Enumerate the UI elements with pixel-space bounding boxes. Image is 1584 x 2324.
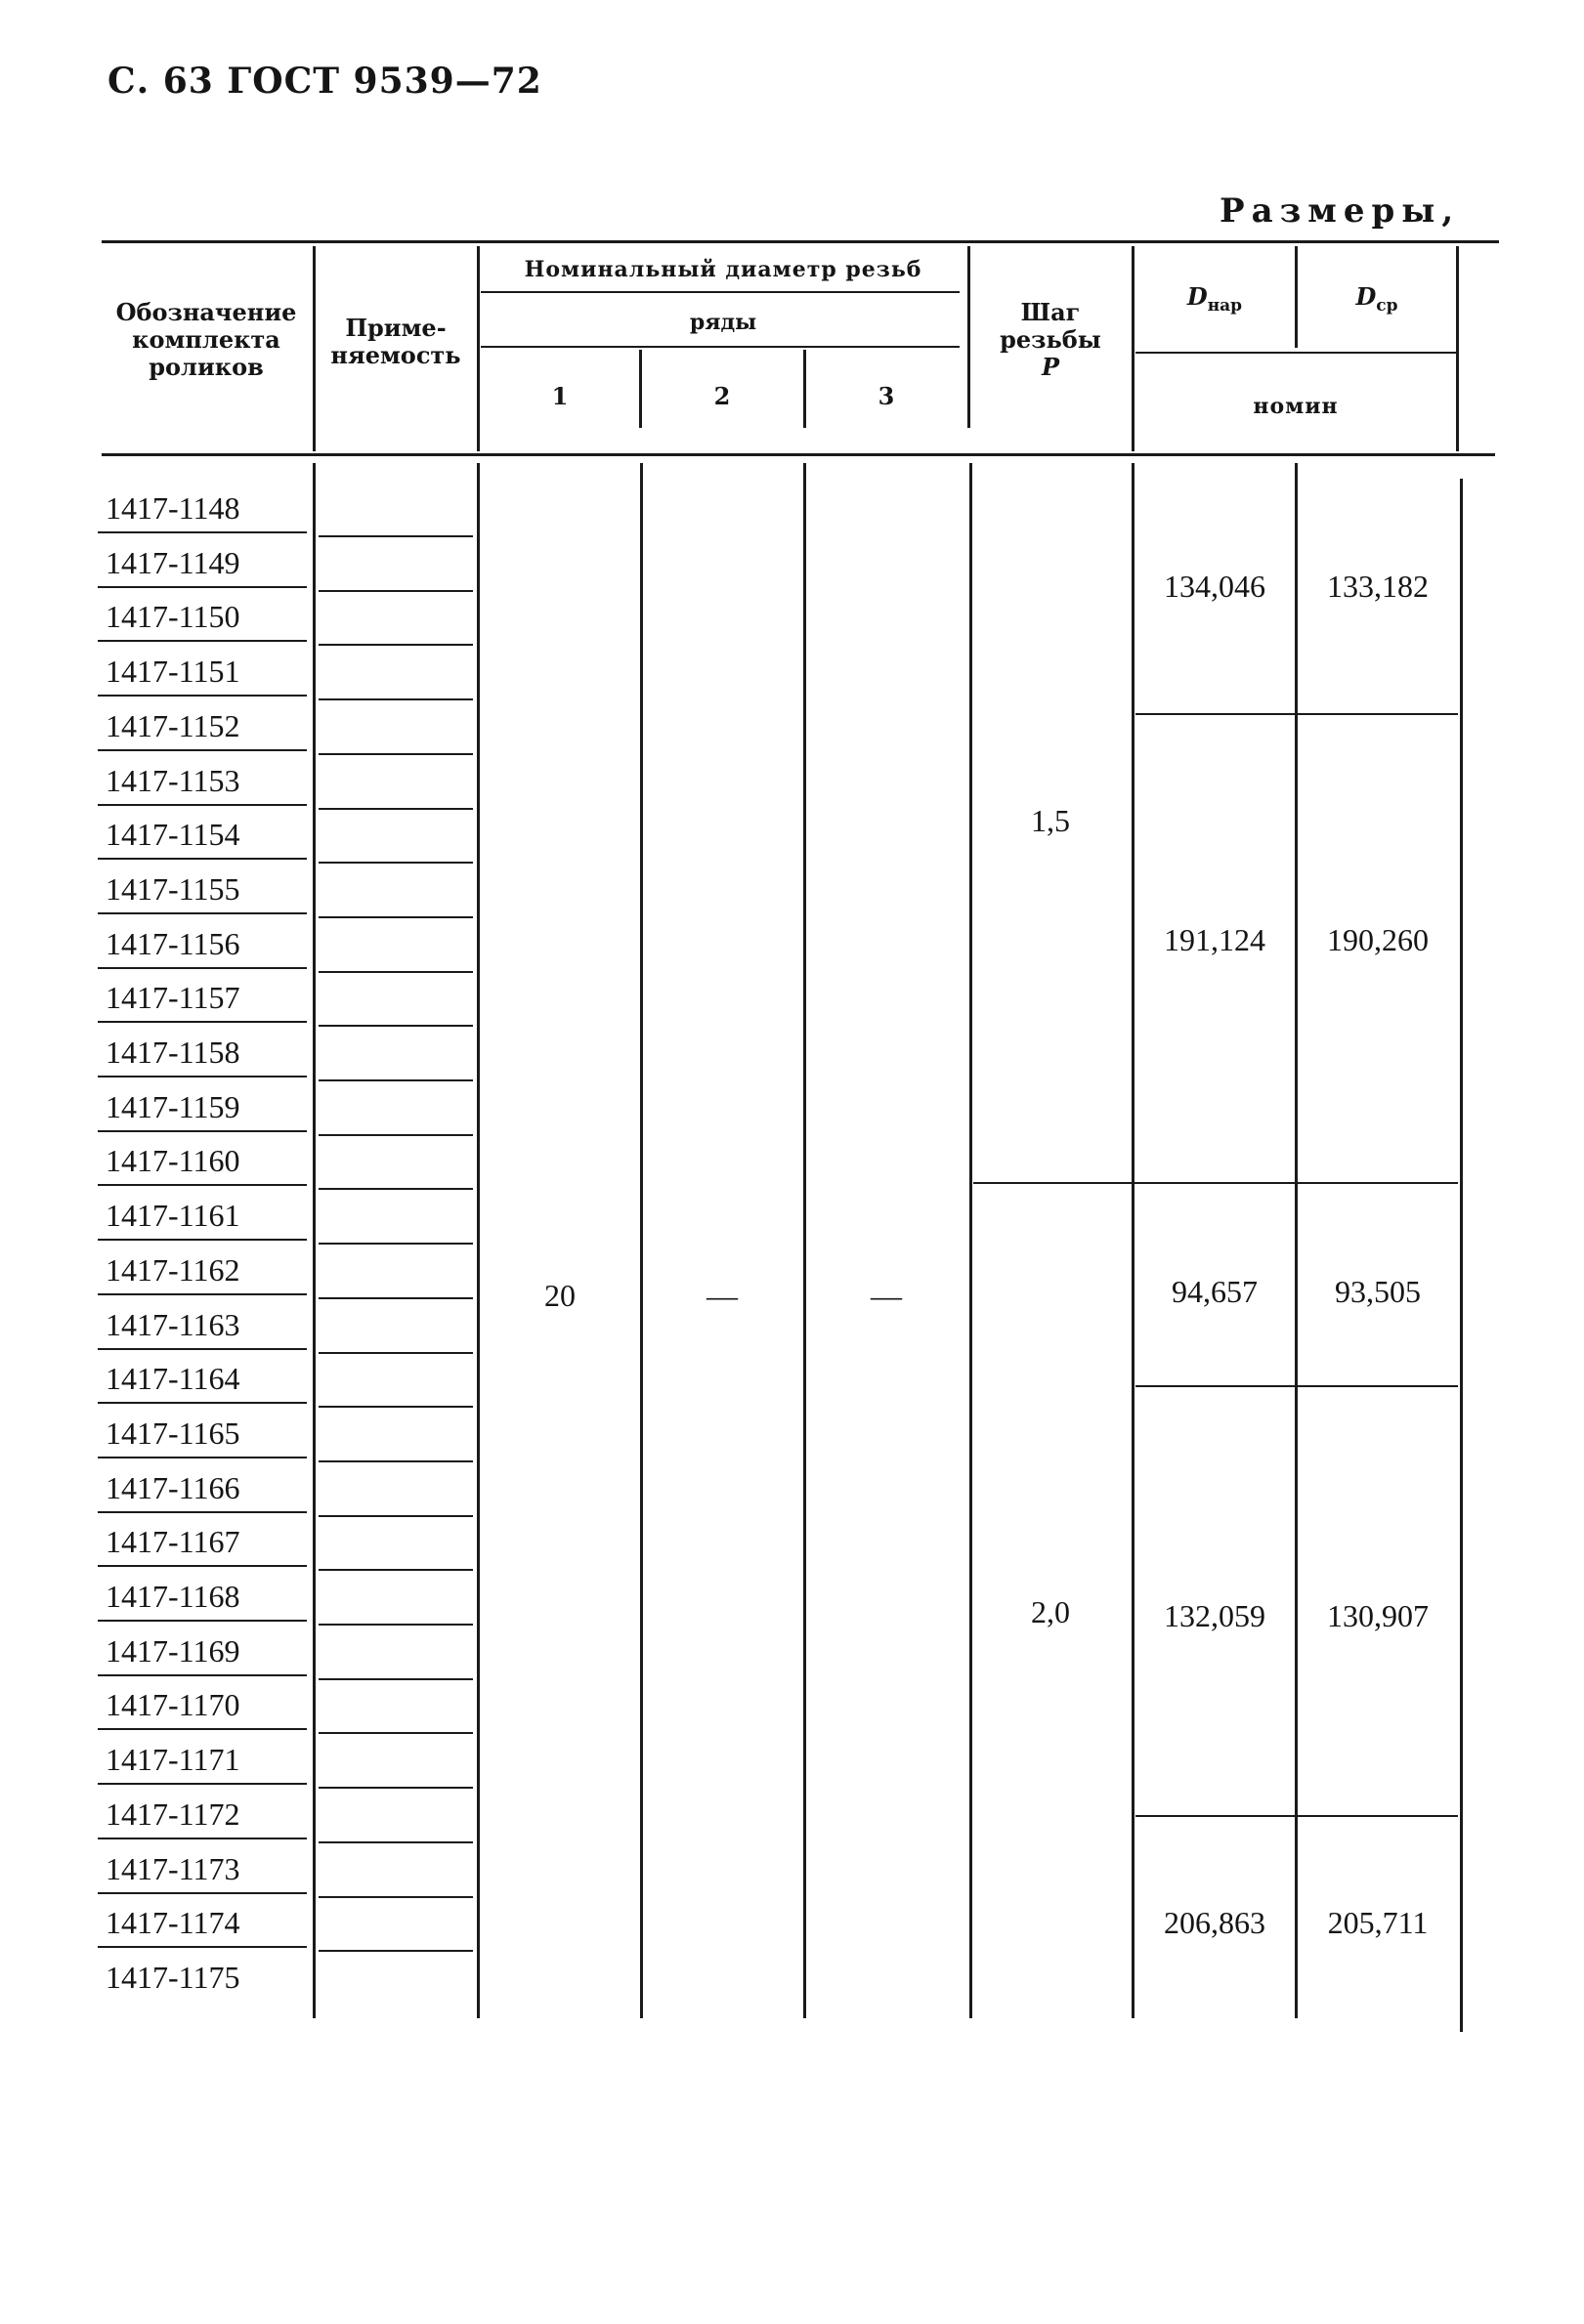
row-underline xyxy=(98,1402,307,1404)
body-vline-4 xyxy=(803,463,806,2018)
d-group-sep-1 xyxy=(1135,713,1458,715)
roller-set-designation: 1417-1148 xyxy=(106,490,240,526)
header-nominal: номин xyxy=(1253,394,1339,419)
applicability-cell-rule xyxy=(319,971,473,973)
row-underline xyxy=(98,586,307,588)
roller-set-designation: 1417-1159 xyxy=(106,1088,240,1124)
applicability-cell-rule xyxy=(319,916,473,918)
body-vline-3 xyxy=(640,463,643,2018)
applicability-cell-rule xyxy=(319,698,473,700)
header-d-outer-main: D xyxy=(1186,282,1208,311)
body-vline-1 xyxy=(313,463,316,2018)
header-nominal-diameter: Номинальный диаметр резьб xyxy=(524,257,922,282)
header-applicability xyxy=(315,315,477,369)
roller-set-designation: 1417-1173 xyxy=(106,1850,240,1886)
header-d-mean xyxy=(1297,283,1457,319)
header-d-outer xyxy=(1134,283,1296,319)
hdr-vline-6 xyxy=(1132,246,1134,451)
applicability-cell-rule xyxy=(319,1515,473,1517)
units-label: Размеры, xyxy=(1220,191,1461,231)
body-vline-7 xyxy=(1295,463,1298,2018)
row-underline xyxy=(98,1239,307,1241)
roller-set-designation: 1417-1151 xyxy=(106,654,240,690)
header-pitch-symbol: P xyxy=(1041,353,1060,381)
d-outer-group-2: 191,124 xyxy=(1164,922,1265,957)
rule-under-rows xyxy=(481,346,960,348)
header-applicability-line-1: Приме- xyxy=(345,314,447,342)
roller-set-designation: 1417-1169 xyxy=(106,1632,240,1669)
roller-set-designation: 1417-1156 xyxy=(106,925,240,961)
row-underline xyxy=(98,1130,307,1132)
row-underline xyxy=(98,1348,307,1350)
header-rows: ряды xyxy=(689,310,757,335)
d-group-sep-4 xyxy=(1135,1815,1458,1817)
applicability-cell-rule xyxy=(319,753,473,755)
d-mean-group-5: 205,711 xyxy=(1327,1905,1429,1940)
d-outer-group-1: 134,046 xyxy=(1164,569,1265,604)
row-underline xyxy=(98,749,307,751)
hdr-vline-8 xyxy=(1456,246,1459,451)
header-d-mean-sub: ср xyxy=(1376,295,1398,316)
applicability-cell-rule xyxy=(319,1624,473,1626)
applicability-cell-rule xyxy=(319,1896,473,1898)
applicability-cell-rule xyxy=(319,1406,473,1408)
pitch-group-2: 2,0 xyxy=(1031,1594,1070,1629)
roller-set-designation: 1417-1162 xyxy=(106,1251,240,1288)
roller-set-designation: 1417-1175 xyxy=(106,1960,240,1995)
row-underline xyxy=(98,1076,307,1077)
applicability-cell-rule xyxy=(319,1079,473,1081)
d-group-sep-3 xyxy=(1135,1385,1458,1387)
header-d-mean-main: D xyxy=(1355,282,1377,311)
d-mean-group-2: 190,260 xyxy=(1327,922,1429,957)
applicability-cell-rule xyxy=(319,1678,473,1680)
roller-set-designation: 1417-1152 xyxy=(106,707,240,743)
row1-diameter: 20 xyxy=(544,1278,576,1313)
roller-set-designation: 1417-1165 xyxy=(106,1415,240,1451)
roller-set-designation: 1417-1149 xyxy=(106,544,240,580)
rule-under-d-headers xyxy=(1135,352,1456,354)
header-pitch xyxy=(969,299,1132,381)
applicability-cell-rule xyxy=(319,1243,473,1245)
roller-set-designation: 1417-1171 xyxy=(106,1742,240,1778)
applicability-cell-rule xyxy=(319,1950,473,1952)
row-underline xyxy=(98,1674,307,1676)
row-underline xyxy=(98,1946,307,1948)
header-row-3: 3 xyxy=(878,382,895,410)
d-mean-group-3: 93,505 xyxy=(1335,1274,1421,1309)
roller-set-designation: 1417-1164 xyxy=(106,1361,240,1397)
roller-set-designation: 1417-1163 xyxy=(106,1306,240,1342)
d-outer-group-5: 206,863 xyxy=(1164,1905,1265,1940)
row-underline xyxy=(98,1892,307,1894)
applicability-cell-rule xyxy=(319,1134,473,1136)
header-pitch-line-2: резьбы xyxy=(1000,325,1101,354)
applicability-cell-rule xyxy=(319,1787,473,1789)
applicability-cell-rule xyxy=(319,1841,473,1843)
row3-diameter: — xyxy=(871,1278,902,1313)
roller-set-designation: 1417-1153 xyxy=(106,762,240,798)
rule-under-nominal-diameter xyxy=(481,291,960,293)
row-underline xyxy=(98,531,307,533)
row-underline xyxy=(98,1511,307,1513)
body-vline-2 xyxy=(477,463,480,2018)
pitch-group-sep xyxy=(973,1182,1458,1184)
row-underline xyxy=(98,1838,307,1839)
header-applicability-line-2: няемость xyxy=(330,341,461,369)
roller-set-designation: 1417-1161 xyxy=(106,1198,240,1234)
row2-diameter: — xyxy=(706,1278,738,1313)
row-underline xyxy=(98,1293,307,1295)
roller-set-designation: 1417-1150 xyxy=(106,599,240,635)
body-vline-8 xyxy=(1460,479,1463,2032)
applicability-cell-rule xyxy=(319,535,473,537)
applicability-cell-rule xyxy=(319,1297,473,1299)
table-top-rule xyxy=(102,240,1499,243)
d-outer-group-4: 132,059 xyxy=(1164,1598,1265,1633)
roller-set-designation: 1417-1168 xyxy=(106,1579,240,1615)
header-designation xyxy=(102,299,311,381)
roller-set-designation: 1417-1166 xyxy=(106,1469,240,1505)
row-underline xyxy=(98,1021,307,1023)
header-designation-line-2: комплекта xyxy=(132,325,280,354)
applicability-cell-rule xyxy=(319,1569,473,1571)
row-underline xyxy=(98,912,307,914)
body-vline-6 xyxy=(1132,463,1134,2018)
row-underline xyxy=(98,1565,307,1567)
pitch-group-1: 1,5 xyxy=(1031,803,1070,838)
header-row-1: 1 xyxy=(551,382,569,410)
header-designation-line-3: роликов xyxy=(149,353,264,381)
roller-set-designation: 1417-1157 xyxy=(106,980,240,1016)
d-outer-group-3: 94,657 xyxy=(1172,1274,1258,1309)
row-underline xyxy=(98,1620,307,1622)
roller-set-designation: 1417-1172 xyxy=(106,1796,240,1832)
header-pitch-line-1: Шаг xyxy=(1020,298,1081,326)
row-underline xyxy=(98,640,307,642)
body-vline-5 xyxy=(969,463,972,2018)
roller-set-designation: 1417-1155 xyxy=(106,870,240,907)
row-underline xyxy=(98,695,307,697)
applicability-cell-rule xyxy=(319,1352,473,1354)
applicability-cell-rule xyxy=(319,1460,473,1462)
row-underline xyxy=(98,858,307,860)
row-underline xyxy=(98,1728,307,1730)
applicability-cell-rule xyxy=(319,1188,473,1190)
d-mean-group-1: 133,182 xyxy=(1327,569,1429,604)
header-row-2: 2 xyxy=(713,382,731,410)
header-bottom-rule xyxy=(102,453,1495,456)
roller-set-designation: 1417-1170 xyxy=(106,1687,240,1723)
roller-set-designation: 1417-1158 xyxy=(106,1035,240,1071)
header-d-outer-sub: нар xyxy=(1207,295,1243,316)
applicability-cell-rule xyxy=(319,808,473,810)
row-underline xyxy=(98,1457,307,1458)
applicability-cell-rule xyxy=(319,590,473,592)
roller-set-designation: 1417-1174 xyxy=(106,1905,240,1941)
row-underline xyxy=(98,1783,307,1785)
roller-set-designation: 1417-1160 xyxy=(106,1143,240,1179)
applicability-cell-rule xyxy=(319,1732,473,1734)
row-underline xyxy=(98,967,307,969)
header-designation-line-1: Обозначение xyxy=(115,298,297,326)
d-mean-group-4: 130,907 xyxy=(1327,1598,1429,1633)
applicability-cell-rule xyxy=(319,862,473,864)
roller-set-designation: 1417-1154 xyxy=(106,817,240,853)
page-title: С. 63 ГОСТ 9539—72 xyxy=(107,61,542,102)
row-underline xyxy=(98,1184,307,1186)
row-underline xyxy=(98,804,307,806)
roller-set-designation: 1417-1167 xyxy=(106,1524,240,1560)
applicability-cell-rule xyxy=(319,644,473,646)
applicability-cell-rule xyxy=(319,1025,473,1027)
